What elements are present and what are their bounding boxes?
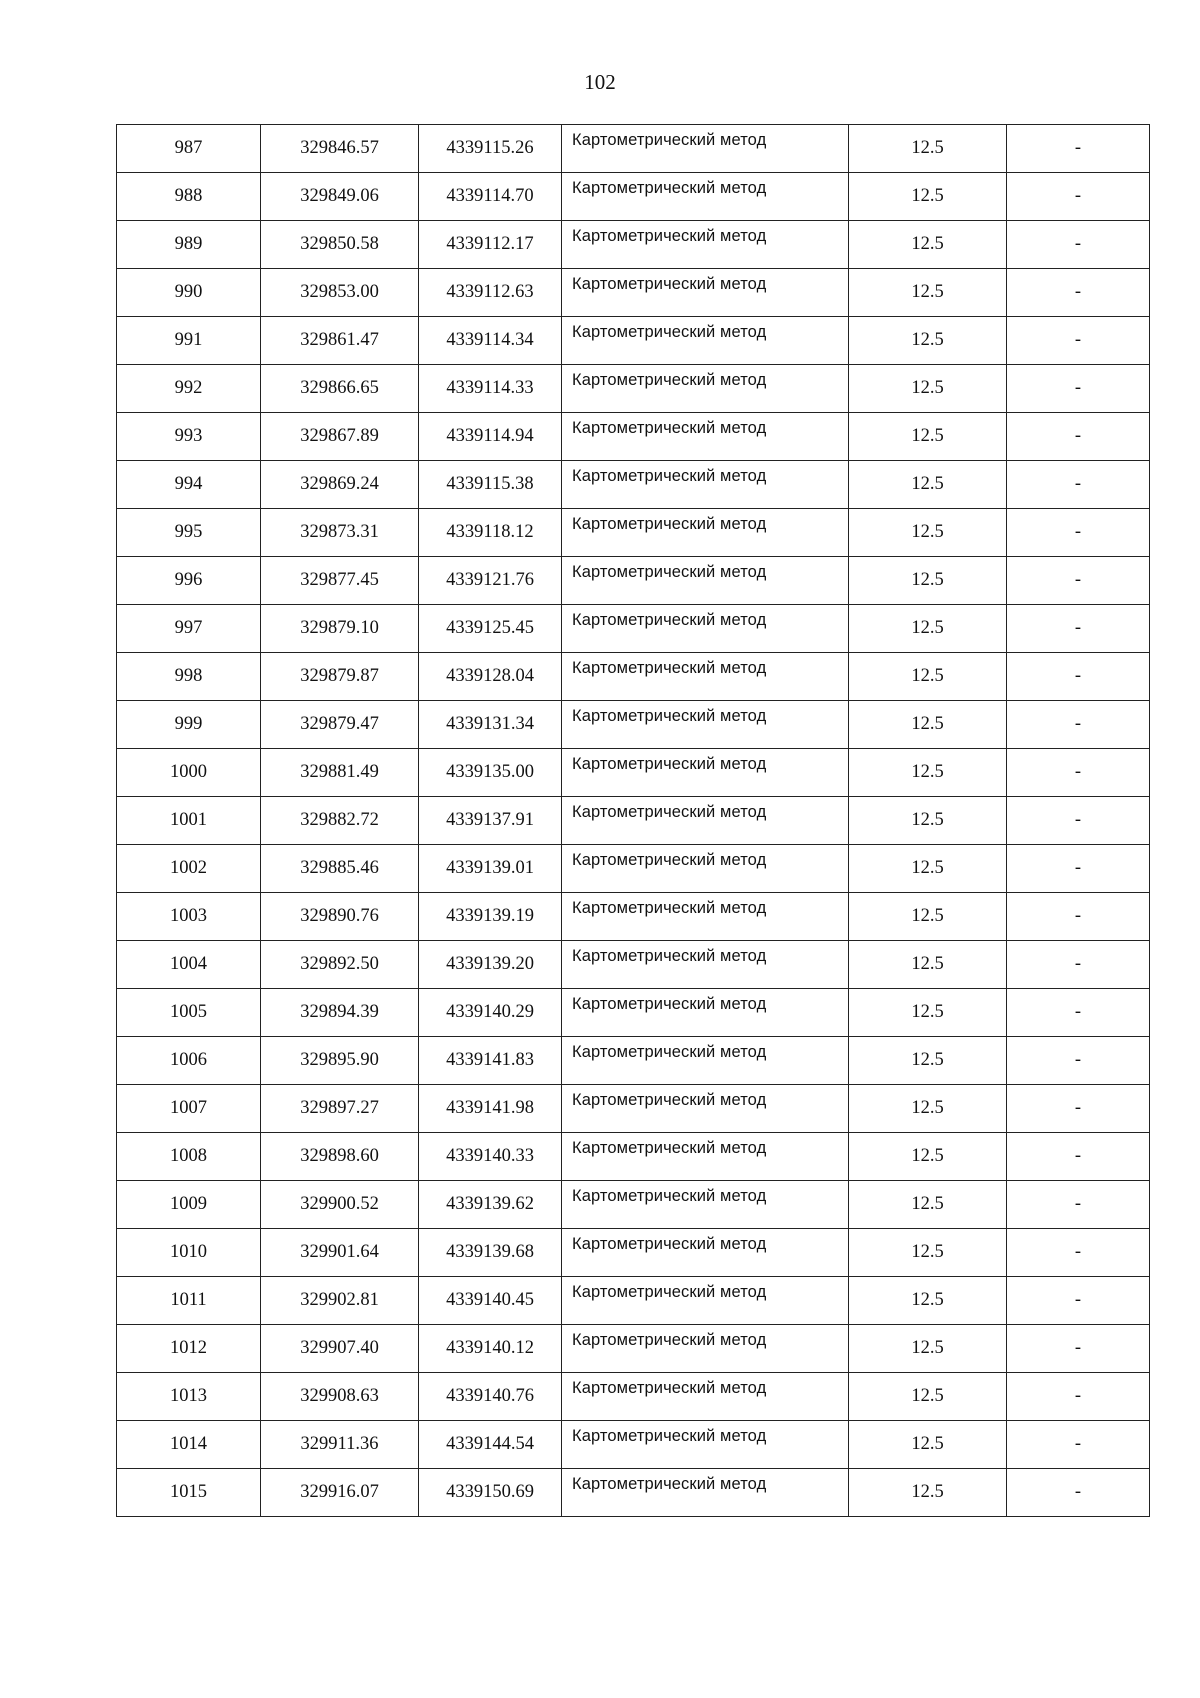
table-row — [117, 1133, 1150, 1181]
accuracy-cell: 12.5 — [849, 509, 1007, 557]
y-coordinate-cell: 4339128.04 — [419, 653, 562, 701]
x-coordinate-cell: 329902.81 — [261, 1277, 419, 1325]
y-coordinate-cell: 4339139.19 — [419, 893, 562, 941]
point-number-cell: 1011 — [117, 1277, 261, 1325]
method-cell: Картометрический метод — [562, 797, 849, 845]
accuracy-cell: 12.5 — [849, 461, 1007, 509]
x-coordinate-cell: 329869.24 — [261, 461, 419, 509]
note-cell: - — [1007, 1325, 1150, 1373]
x-coordinate-cell: 329892.50 — [261, 941, 419, 989]
note-cell: - — [1007, 1277, 1150, 1325]
method-cell: Картометрический метод — [562, 1325, 849, 1373]
accuracy-cell: 12.5 — [849, 413, 1007, 461]
y-coordinate-cell: 4339112.63 — [419, 269, 562, 317]
note-cell: - — [1007, 173, 1150, 221]
table-row — [117, 317, 1150, 365]
note-cell: - — [1007, 1085, 1150, 1133]
method-cell: Картометрический метод — [562, 605, 849, 653]
point-number-cell: 1012 — [117, 1325, 261, 1373]
x-coordinate-cell: 329853.00 — [261, 269, 419, 317]
accuracy-cell: 12.5 — [849, 365, 1007, 413]
accuracy-cell: 12.5 — [849, 269, 1007, 317]
note-cell: - — [1007, 1229, 1150, 1277]
point-number-cell: 997 — [117, 605, 261, 653]
point-number-cell: 991 — [117, 317, 261, 365]
y-coordinate-cell: 4339144.54 — [419, 1421, 562, 1469]
y-coordinate-cell: 4339125.45 — [419, 605, 562, 653]
x-coordinate-cell: 329866.65 — [261, 365, 419, 413]
accuracy-cell: 12.5 — [849, 893, 1007, 941]
note-cell: - — [1007, 1373, 1150, 1421]
accuracy-cell: 12.5 — [849, 1325, 1007, 1373]
note-cell: - — [1007, 365, 1150, 413]
table-row — [117, 413, 1150, 461]
x-coordinate-cell: 329881.49 — [261, 749, 419, 797]
table-row — [117, 125, 1150, 173]
accuracy-cell: 12.5 — [849, 749, 1007, 797]
point-number-cell: 1013 — [117, 1373, 261, 1421]
note-cell: - — [1007, 797, 1150, 845]
note-cell: - — [1007, 701, 1150, 749]
y-coordinate-cell: 4339140.29 — [419, 989, 562, 1037]
x-coordinate-cell: 329882.72 — [261, 797, 419, 845]
x-coordinate-cell: 329850.58 — [261, 221, 419, 269]
table-row — [117, 509, 1150, 557]
note-cell: - — [1007, 749, 1150, 797]
table-row — [117, 461, 1150, 509]
x-coordinate-cell: 329890.76 — [261, 893, 419, 941]
y-coordinate-cell: 4339112.17 — [419, 221, 562, 269]
y-coordinate-cell: 4339141.98 — [419, 1085, 562, 1133]
table-row — [117, 893, 1150, 941]
x-coordinate-cell: 329879.47 — [261, 701, 419, 749]
point-number-cell: 992 — [117, 365, 261, 413]
y-coordinate-cell: 4339139.68 — [419, 1229, 562, 1277]
y-coordinate-cell: 4339137.91 — [419, 797, 562, 845]
note-cell: - — [1007, 1421, 1150, 1469]
method-cell: Картометрический метод — [562, 701, 849, 749]
method-cell: Картометрический метод — [562, 893, 849, 941]
table-row — [117, 749, 1150, 797]
table-row — [117, 1469, 1150, 1517]
note-cell: - — [1007, 605, 1150, 653]
method-cell: Картометрический метод — [562, 989, 849, 1037]
method-cell: Картометрический метод — [562, 653, 849, 701]
method-cell: Картометрический метод — [562, 1373, 849, 1421]
note-cell: - — [1007, 1037, 1150, 1085]
point-number-cell: 1003 — [117, 893, 261, 941]
point-number-cell: 994 — [117, 461, 261, 509]
note-cell: - — [1007, 989, 1150, 1037]
table-row — [117, 701, 1150, 749]
accuracy-cell: 12.5 — [849, 1469, 1007, 1517]
y-coordinate-cell: 4339139.62 — [419, 1181, 562, 1229]
y-coordinate-cell: 4339114.94 — [419, 413, 562, 461]
table-row — [117, 221, 1150, 269]
table-row — [117, 1277, 1150, 1325]
point-number-cell: 999 — [117, 701, 261, 749]
point-number-cell: 996 — [117, 557, 261, 605]
coordinates-table-body — [117, 125, 1150, 1517]
method-cell: Картометрический метод — [562, 1421, 849, 1469]
method-cell: Картометрический метод — [562, 365, 849, 413]
point-number-cell: 1014 — [117, 1421, 261, 1469]
method-cell: Картометрический метод — [562, 1469, 849, 1517]
table-row — [117, 173, 1150, 221]
method-cell: Картометрический метод — [562, 845, 849, 893]
note-cell: - — [1007, 125, 1150, 173]
accuracy-cell: 12.5 — [849, 605, 1007, 653]
y-coordinate-cell: 4339114.33 — [419, 365, 562, 413]
method-cell: Картометрический метод — [562, 1037, 849, 1085]
note-cell: - — [1007, 941, 1150, 989]
note-cell: - — [1007, 557, 1150, 605]
point-number-cell: 998 — [117, 653, 261, 701]
point-number-cell: 1015 — [117, 1469, 261, 1517]
table-row — [117, 797, 1150, 845]
note-cell: - — [1007, 1133, 1150, 1181]
x-coordinate-cell: 329867.89 — [261, 413, 419, 461]
accuracy-cell: 12.5 — [849, 1421, 1007, 1469]
method-cell: Картометрический метод — [562, 173, 849, 221]
method-cell: Картометрический метод — [562, 221, 849, 269]
x-coordinate-cell: 329885.46 — [261, 845, 419, 893]
point-number-cell: 1009 — [117, 1181, 261, 1229]
y-coordinate-cell: 4339141.83 — [419, 1037, 562, 1085]
accuracy-cell: 12.5 — [849, 797, 1007, 845]
x-coordinate-cell: 329846.57 — [261, 125, 419, 173]
coordinates-table — [116, 124, 1150, 1517]
point-number-cell: 1008 — [117, 1133, 261, 1181]
y-coordinate-cell: 4339115.26 — [419, 125, 562, 173]
table-row — [117, 1421, 1150, 1469]
method-cell: Картометрический метод — [562, 509, 849, 557]
accuracy-cell: 12.5 — [849, 125, 1007, 173]
point-number-cell: 989 — [117, 221, 261, 269]
x-coordinate-cell: 329894.39 — [261, 989, 419, 1037]
point-number-cell: 1010 — [117, 1229, 261, 1277]
accuracy-cell: 12.5 — [849, 1277, 1007, 1325]
y-coordinate-cell: 4339140.76 — [419, 1373, 562, 1421]
point-number-cell: 993 — [117, 413, 261, 461]
x-coordinate-cell: 329907.40 — [261, 1325, 419, 1373]
method-cell: Картометрический метод — [562, 461, 849, 509]
y-coordinate-cell: 4339150.69 — [419, 1469, 562, 1517]
method-cell: Картометрический метод — [562, 1085, 849, 1133]
point-number-cell: 990 — [117, 269, 261, 317]
method-cell: Картометрический метод — [562, 125, 849, 173]
table-row — [117, 845, 1150, 893]
y-coordinate-cell: 4339114.70 — [419, 173, 562, 221]
y-coordinate-cell: 4339139.01 — [419, 845, 562, 893]
method-cell: Картометрический метод — [562, 269, 849, 317]
method-cell: Картометрический метод — [562, 1133, 849, 1181]
accuracy-cell: 12.5 — [849, 1085, 1007, 1133]
accuracy-cell: 12.5 — [849, 317, 1007, 365]
accuracy-cell: 12.5 — [849, 989, 1007, 1037]
note-cell: - — [1007, 845, 1150, 893]
x-coordinate-cell: 329873.31 — [261, 509, 419, 557]
accuracy-cell: 12.5 — [849, 173, 1007, 221]
table-row — [117, 1229, 1150, 1277]
y-coordinate-cell: 4339121.76 — [419, 557, 562, 605]
note-cell: - — [1007, 893, 1150, 941]
table-row — [117, 1325, 1150, 1373]
table-row — [117, 1181, 1150, 1229]
x-coordinate-cell: 329900.52 — [261, 1181, 419, 1229]
accuracy-cell: 12.5 — [849, 557, 1007, 605]
method-cell: Картометрический метод — [562, 413, 849, 461]
point-number-cell: 1001 — [117, 797, 261, 845]
method-cell: Картометрический метод — [562, 1229, 849, 1277]
x-coordinate-cell: 329879.10 — [261, 605, 419, 653]
note-cell: - — [1007, 317, 1150, 365]
table-row — [117, 605, 1150, 653]
y-coordinate-cell: 4339115.38 — [419, 461, 562, 509]
accuracy-cell: 12.5 — [849, 1037, 1007, 1085]
accuracy-cell: 12.5 — [849, 941, 1007, 989]
table-row — [117, 989, 1150, 1037]
x-coordinate-cell: 329901.64 — [261, 1229, 419, 1277]
point-number-cell: 1000 — [117, 749, 261, 797]
y-coordinate-cell: 4339118.12 — [419, 509, 562, 557]
method-cell: Картометрический метод — [562, 317, 849, 365]
method-cell: Картометрический метод — [562, 941, 849, 989]
y-coordinate-cell: 4339135.00 — [419, 749, 562, 797]
method-cell: Картометрический метод — [562, 1277, 849, 1325]
y-coordinate-cell: 4339140.33 — [419, 1133, 562, 1181]
accuracy-cell: 12.5 — [849, 701, 1007, 749]
y-coordinate-cell: 4339140.12 — [419, 1325, 562, 1373]
x-coordinate-cell: 329916.07 — [261, 1469, 419, 1517]
accuracy-cell: 12.5 — [849, 1373, 1007, 1421]
table-row — [117, 557, 1150, 605]
accuracy-cell: 12.5 — [849, 845, 1007, 893]
accuracy-cell: 12.5 — [849, 1133, 1007, 1181]
table-row — [117, 653, 1150, 701]
accuracy-cell: 12.5 — [849, 1181, 1007, 1229]
note-cell: - — [1007, 221, 1150, 269]
table-row — [117, 941, 1150, 989]
x-coordinate-cell: 329861.47 — [261, 317, 419, 365]
table-row — [117, 1085, 1150, 1133]
x-coordinate-cell: 329879.87 — [261, 653, 419, 701]
x-coordinate-cell: 329895.90 — [261, 1037, 419, 1085]
table-row — [117, 269, 1150, 317]
point-number-cell: 1004 — [117, 941, 261, 989]
point-number-cell: 1002 — [117, 845, 261, 893]
point-number-cell: 1006 — [117, 1037, 261, 1085]
note-cell: - — [1007, 1181, 1150, 1229]
table-row — [117, 365, 1150, 413]
x-coordinate-cell: 329898.60 — [261, 1133, 419, 1181]
y-coordinate-cell: 4339131.34 — [419, 701, 562, 749]
method-cell: Картометрический метод — [562, 557, 849, 605]
x-coordinate-cell: 329908.63 — [261, 1373, 419, 1421]
table-row — [117, 1373, 1150, 1421]
page-number: 102 — [584, 70, 616, 94]
note-cell: - — [1007, 461, 1150, 509]
table-row — [117, 1037, 1150, 1085]
note-cell: - — [1007, 509, 1150, 557]
point-number-cell: 995 — [117, 509, 261, 557]
method-cell: Картометрический метод — [562, 1181, 849, 1229]
note-cell: - — [1007, 269, 1150, 317]
method-cell: Картометрический метод — [562, 749, 849, 797]
point-number-cell: 987 — [117, 125, 261, 173]
note-cell: - — [1007, 413, 1150, 461]
point-number-cell: 988 — [117, 173, 261, 221]
x-coordinate-cell: 329911.36 — [261, 1421, 419, 1469]
point-number-cell: 1007 — [117, 1085, 261, 1133]
x-coordinate-cell: 329877.45 — [261, 557, 419, 605]
note-cell: - — [1007, 653, 1150, 701]
accuracy-cell: 12.5 — [849, 221, 1007, 269]
accuracy-cell: 12.5 — [849, 653, 1007, 701]
x-coordinate-cell: 329849.06 — [261, 173, 419, 221]
y-coordinate-cell: 4339139.20 — [419, 941, 562, 989]
accuracy-cell: 12.5 — [849, 1229, 1007, 1277]
x-coordinate-cell: 329897.27 — [261, 1085, 419, 1133]
point-number-cell: 1005 — [117, 989, 261, 1037]
y-coordinate-cell: 4339114.34 — [419, 317, 562, 365]
y-coordinate-cell: 4339140.45 — [419, 1277, 562, 1325]
note-cell: - — [1007, 1469, 1150, 1517]
